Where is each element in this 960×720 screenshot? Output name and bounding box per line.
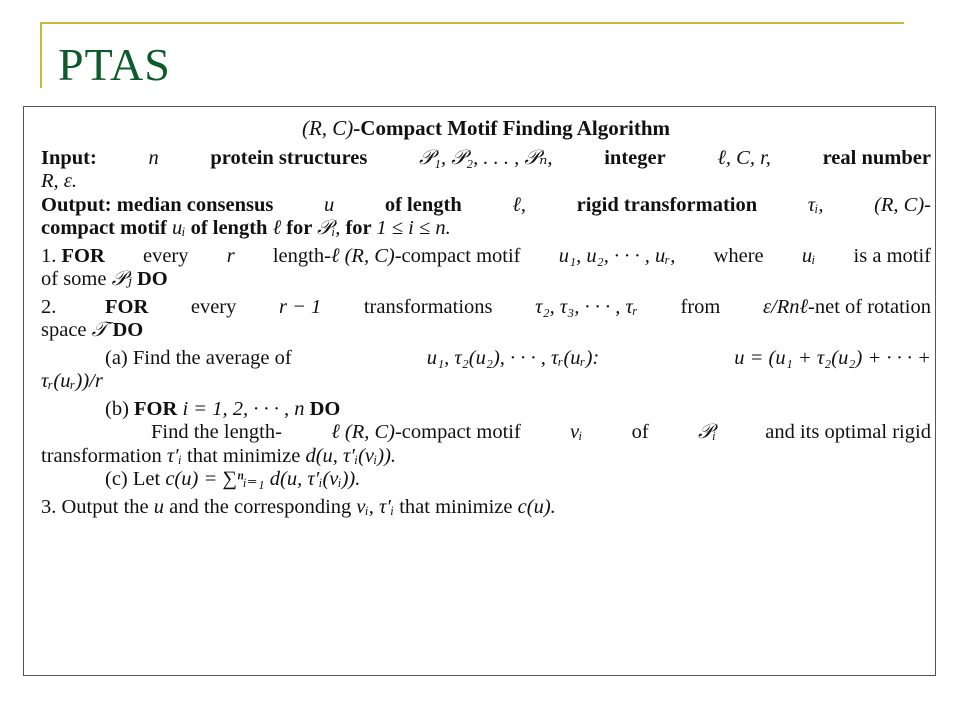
step-b-vi: vᵢ bbox=[570, 421, 583, 443]
step3-vars: vᵢ, τ′ᵢ bbox=[356, 495, 395, 518]
step2-text-b: transformations bbox=[363, 295, 493, 318]
step2-for: FOR bbox=[105, 295, 149, 318]
step-b-d: d(u, τ′ᵢ(vᵢ)). bbox=[305, 444, 397, 467]
step3-line bbox=[41, 496, 931, 520]
step-b-transformation: transformation bbox=[41, 444, 162, 467]
step1-line-1 bbox=[41, 245, 931, 269]
step1-of-some: of some bbox=[41, 268, 107, 290]
step-b-l: ℓ (R, C) bbox=[331, 421, 395, 443]
algorithm-content bbox=[41, 107, 931, 519]
step1-ui: uᵢ bbox=[801, 244, 816, 267]
input-params: ℓ, C, r, bbox=[717, 146, 771, 169]
step1-text-e: is a motif bbox=[853, 244, 931, 267]
input-text: protein structures bbox=[210, 146, 368, 169]
step-b-label: (b) bbox=[105, 397, 129, 420]
step2-r1: r − 1 bbox=[278, 295, 322, 318]
step2-num: 2. bbox=[41, 295, 57, 318]
input-label: Input: bbox=[41, 146, 97, 169]
output-pi: 𝒫ᵢ, bbox=[317, 217, 341, 239]
step-b-text-b: of bbox=[631, 421, 649, 443]
step2-line-2 bbox=[41, 319, 931, 343]
step3-text-a: Output the bbox=[61, 495, 149, 518]
step1-num: 1. bbox=[41, 244, 57, 267]
output-len: of length bbox=[384, 193, 462, 216]
step1-l: ℓ (R, C) bbox=[330, 244, 395, 267]
step-b-find: Find the length- bbox=[151, 421, 282, 443]
output-label: Output: median consensus bbox=[41, 193, 274, 216]
input-line-1 bbox=[41, 147, 931, 171]
output-u: u bbox=[324, 193, 335, 216]
input-real-math: R, ε. bbox=[41, 170, 77, 192]
step2-line-1 bbox=[41, 296, 931, 320]
output-line-1 bbox=[41, 194, 931, 218]
step1-text-c: -compact motif bbox=[394, 244, 521, 267]
step1-text-a: every bbox=[142, 244, 189, 267]
output-rigid: rigid transformation bbox=[576, 193, 758, 216]
heading-math: (R, C) bbox=[301, 116, 354, 140]
step3-text-b: and the corresponding bbox=[169, 495, 352, 518]
step-a-label: (a) Find the average of bbox=[105, 346, 292, 369]
step-a-line-1 bbox=[41, 347, 931, 371]
step1-for: FOR bbox=[61, 244, 105, 267]
input-real: real number bbox=[822, 146, 931, 169]
step2-text-c: from bbox=[680, 295, 721, 318]
output-compact: compact motif bbox=[41, 217, 167, 239]
output-l: ℓ, bbox=[512, 193, 527, 216]
step2-T: 𝒯 bbox=[91, 319, 108, 341]
step-b-line-2 bbox=[41, 421, 931, 445]
step-b-pi: 𝒫ᵢ bbox=[697, 421, 716, 443]
step3-num: 3. bbox=[41, 495, 57, 518]
slide-title: PTAS bbox=[58, 39, 171, 90]
output-len2: of length bbox=[190, 217, 268, 239]
output-for: for bbox=[286, 217, 313, 239]
step-a-eq: u = (u₁ + τ₂(u₂) + · · · + bbox=[734, 346, 931, 369]
title-decoration-left-line bbox=[40, 22, 42, 88]
output-line-2 bbox=[41, 217, 931, 241]
heading-text: -Compact Motif Finding Algorithm bbox=[353, 116, 671, 140]
input-structures: 𝒫₁, 𝒫₂, . . . , 𝒫ₙ, bbox=[419, 146, 553, 169]
step3-text-c: that minimize bbox=[399, 495, 513, 518]
step-b-tau: τ′ᵢ bbox=[166, 444, 182, 467]
step-a-line-2 bbox=[41, 370, 931, 394]
step1-line-2 bbox=[41, 268, 931, 292]
step-b-line-3 bbox=[41, 445, 931, 469]
output-tau: τᵢ, bbox=[807, 193, 824, 216]
step-b-text-d: that minimize bbox=[187, 444, 301, 467]
output-rc: (R, C)- bbox=[874, 193, 931, 216]
step3-u: u bbox=[153, 495, 164, 518]
output-ui: uᵢ bbox=[171, 217, 186, 239]
step-b-do: DO bbox=[309, 397, 341, 420]
step2-do: DO bbox=[112, 319, 144, 341]
title-decoration-top-line bbox=[40, 22, 904, 24]
input-n: n bbox=[148, 146, 159, 169]
algorithm-box bbox=[23, 106, 936, 676]
step-c-line bbox=[41, 468, 931, 492]
step1-pj: 𝒫ⱼ bbox=[111, 268, 132, 290]
step2-space: space bbox=[41, 319, 87, 341]
step-b-line-1 bbox=[41, 398, 931, 422]
step2-taus: τ₂, τ₃, · · · , τᵣ bbox=[535, 295, 638, 318]
step1-r: r bbox=[226, 244, 235, 267]
step3-cu: c(u). bbox=[517, 495, 556, 518]
output-for2: for bbox=[345, 217, 372, 239]
step1-motifs: u₁, u₂, · · · , uᵣ, bbox=[558, 244, 676, 267]
step-b-text-c: and its optimal rigid bbox=[765, 421, 931, 443]
step1-text-d: where bbox=[713, 244, 764, 267]
output-l2: ℓ bbox=[272, 217, 282, 239]
step-c-label: (c) Let bbox=[105, 468, 161, 490]
step-b-for: FOR bbox=[134, 397, 178, 420]
output-range: 1 ≤ i ≤ n. bbox=[376, 217, 451, 239]
step2-text-d: -net of rotation bbox=[808, 295, 931, 318]
algorithm-heading bbox=[41, 117, 931, 141]
step2-text-a: every bbox=[190, 295, 237, 318]
step1-text-b: length- bbox=[272, 244, 331, 267]
input-line-2 bbox=[41, 170, 931, 194]
step1-do: DO bbox=[136, 268, 168, 290]
step-a-math: u₁, τ₂(u₂), · · · , τᵣ(uᵣ): bbox=[426, 346, 600, 369]
step2-net: ε/Rnℓ bbox=[762, 295, 809, 318]
input-integer: integer bbox=[604, 146, 666, 169]
step-c-math: c(u) = ∑ⁿᵢ₌₁ d(u, τ′ᵢ(vᵢ)). bbox=[165, 468, 361, 490]
step-b-text-a: -compact motif bbox=[394, 421, 521, 443]
step-a-cont: τᵣ(uᵣ))/r bbox=[41, 370, 103, 392]
step-b-math: i = 1, 2, · · · , n bbox=[182, 397, 305, 420]
